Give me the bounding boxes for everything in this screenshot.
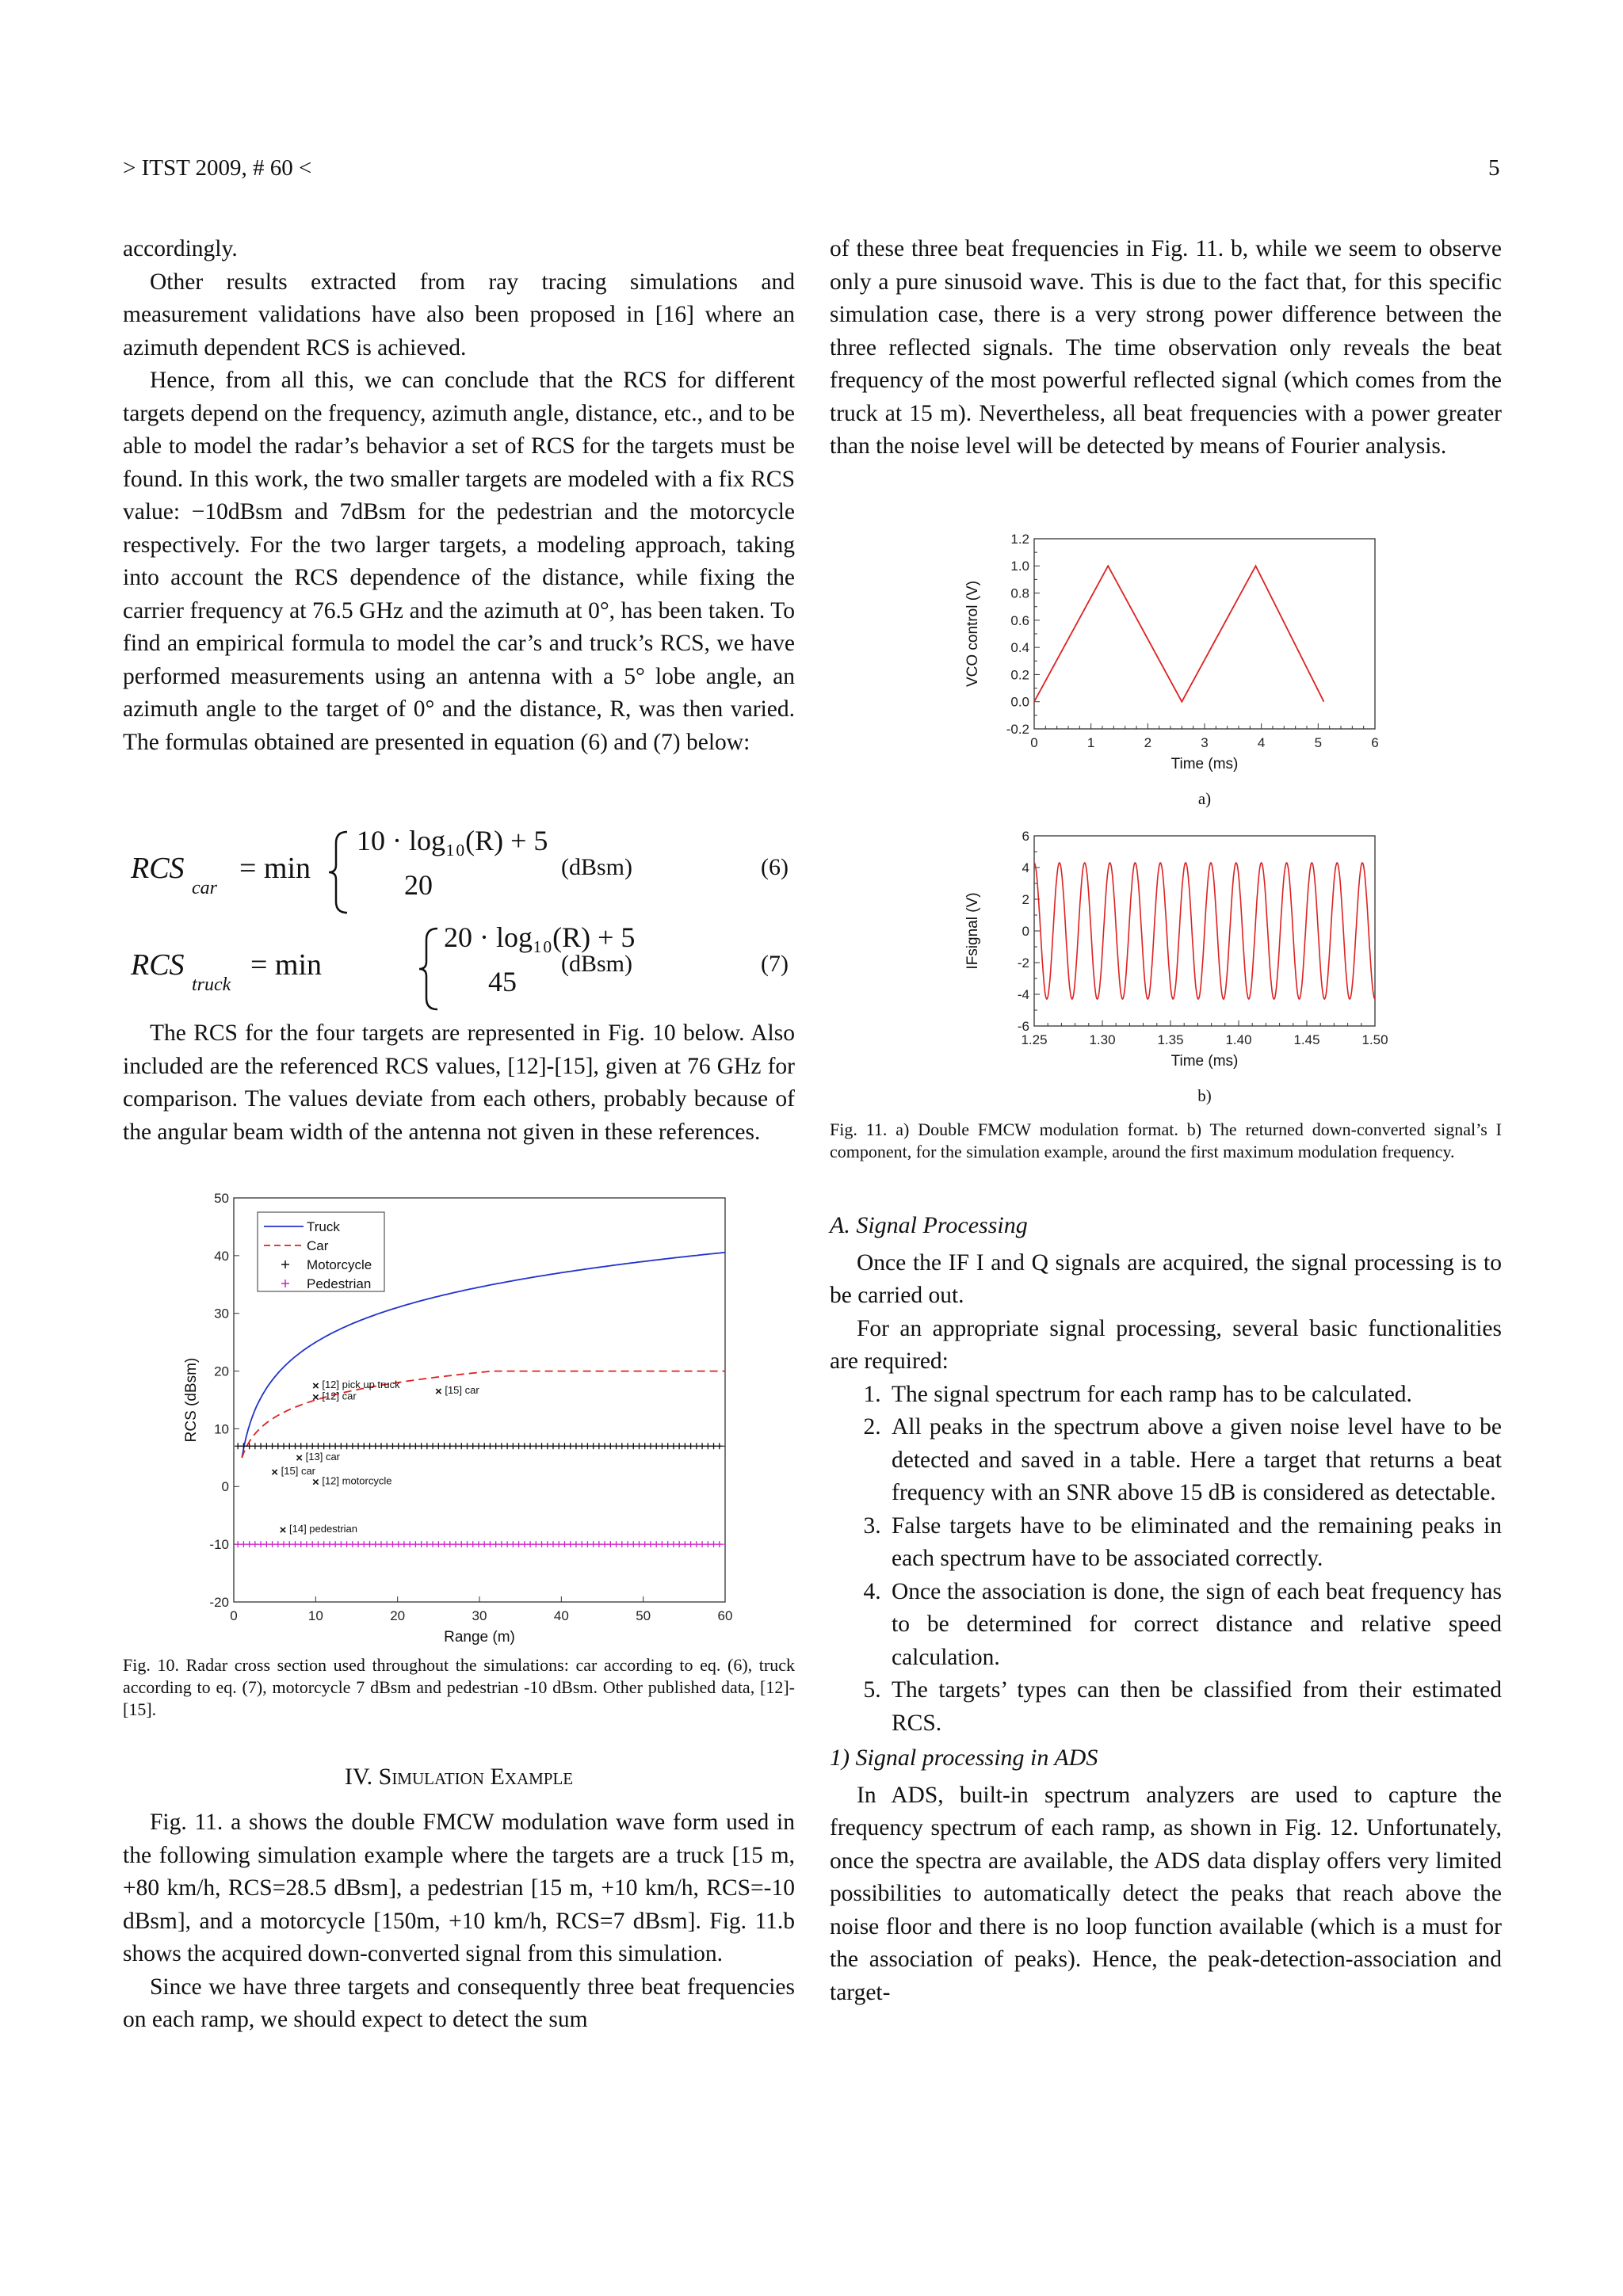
- y-tick-label: 1.0: [1010, 559, 1029, 574]
- x-tick-label: 1.35: [1157, 1032, 1184, 1047]
- legend-label: Pedestrian: [307, 1276, 372, 1291]
- brace-icon: [417, 925, 441, 1013]
- annotation-marker: ×: [279, 1523, 287, 1537]
- annotation-label: [15] car: [445, 1384, 479, 1397]
- running-header: > ITST 2009, # 60 <: [123, 155, 312, 181]
- left-column-3: [123, 1806, 795, 2037]
- fig10-chart: [178, 1188, 749, 1648]
- subsection-heading: A. Signal Processing: [830, 1212, 1028, 1238]
- x-axis-label: Range (m): [444, 1629, 515, 1646]
- eq-subscript: truck: [192, 974, 231, 995]
- y-tick-label: 0.4: [1010, 640, 1029, 656]
- paragraph: For an appropriate signal processing, several basic functionalities are required:: [830, 1315, 1502, 1374]
- y-tick-label: 20: [214, 1363, 229, 1379]
- fig10-caption: Fig. 10. Radar cross section used throughout the simulations: car according to eq. (6), truck according to eq. (7), motorcycle 7 dBsm and pedestrian -10 dBsm. Other published data, [12]-[15].: [123, 1655, 795, 1719]
- y-tick-label: 0: [1022, 923, 1029, 939]
- y-tick-label: 0.8: [1010, 585, 1029, 601]
- paragraph: accordingly.: [123, 236, 238, 261]
- equation-6: [127, 824, 797, 919]
- y-axis-label: IFsignal (V): [964, 892, 981, 970]
- annotation-label: [12] car: [322, 1390, 357, 1402]
- x-tick-label: 0: [1030, 735, 1038, 750]
- left-column: [123, 233, 795, 759]
- x-tick-label: 30: [472, 1608, 487, 1623]
- x-tick-label: 40: [553, 1608, 569, 1623]
- y-tick-label: -4: [1017, 986, 1029, 1002]
- eq-number: (7): [761, 951, 789, 977]
- x-tick-label: 1.45: [1293, 1032, 1320, 1047]
- y-tick-label: 4: [1022, 860, 1029, 875]
- y-tick-label: 2: [1022, 891, 1029, 907]
- eq-lhs: RCS: [131, 852, 185, 885]
- x-tick-label: 5: [1314, 735, 1323, 750]
- list-item: 2. All peaks in the spectrum above a given noise level have to be detected and saved in a table. Here a target that returns a beat frequency with an SNR above 15 dB is considered as detectable.: [887, 1411, 1502, 1510]
- annotation-label: [13] car: [305, 1450, 341, 1463]
- eq-top: 10 · log₁₀(R) + 5: [357, 825, 548, 856]
- right-column-2: [830, 1209, 1502, 2009]
- paragraph: Other results extracted from ray tracing simulations and measurement validations have also been proposed in [16] where an azimuth dependent RCS is achieved.: [123, 269, 795, 360]
- subfigure-label: a): [1197, 789, 1212, 808]
- x-tick-label: 20: [390, 1608, 406, 1623]
- right-column: [830, 233, 1502, 463]
- y-tick-label: -10: [209, 1537, 229, 1553]
- eq-relation: = min: [250, 948, 323, 982]
- annotation-marker: ×: [271, 1466, 279, 1480]
- subfigure-label: b): [1197, 1086, 1212, 1105]
- x-tick-label: 1.25: [1021, 1032, 1048, 1047]
- fig11b-chart: [947, 828, 1391, 1121]
- x-tick-label: 4: [1257, 735, 1266, 750]
- y-tick-label: 0: [221, 1479, 229, 1495]
- legend-label: Motorcycle: [307, 1257, 372, 1272]
- paragraph: The RCS for the four targets are represented in Fig. 10 below. Also included are the referenced RCS values, [12]-[15], given at 76 GHz for comparison. The values deviate from each others, probably because of the angular beam width of the antenna not given in these references.: [123, 1020, 795, 1145]
- eq-lhs: RCS: [131, 948, 185, 982]
- y-tick-label: 40: [214, 1248, 229, 1264]
- x-tick-label: 0: [230, 1608, 238, 1623]
- brace-icon: [327, 829, 350, 916]
- legend-label: Car: [307, 1238, 329, 1253]
- annotation-marker: ×: [434, 1385, 442, 1399]
- equation-7: [127, 921, 797, 1016]
- x-tick-label: 1.30: [1089, 1032, 1116, 1047]
- x-tick-label: 60: [717, 1608, 733, 1623]
- page-number: 5: [1488, 155, 1500, 181]
- legend-label: Truck: [307, 1219, 340, 1234]
- annotation-marker: ×: [311, 1475, 319, 1489]
- paragraph: Once the IF I and Q signals are acquired, the signal processing is to be carried out.: [830, 1249, 1502, 1308]
- list-item: 4. Once the association is done, the sign of each beat frequency has to be determined for correct distance and relative speed calculation.: [887, 1576, 1502, 1675]
- y-tick-label: 6: [1022, 828, 1029, 844]
- eq-subscript: car: [192, 878, 217, 898]
- paragraph: Fig. 11. a shows the double FMCW modulation wave form used in the following simulation example where the targets are a truck [15 m, +80 km/h, RCS=28.5 dBsm], a pedestrian [15 m, +10 km/h, RCS=-10 dBsm], and a motorcycle [150m, +10 km/h, RCS=7 dBsm]. Fig. 11.b shows the acquired down-converted signal from this simulation.: [123, 1810, 795, 1966]
- x-axis-label: Time (ms): [1170, 756, 1239, 772]
- y-tick-label: -20: [209, 1594, 229, 1610]
- y-tick-label: 30: [214, 1306, 229, 1322]
- y-tick-label: 1.2: [1010, 531, 1029, 547]
- list-item: 3. False targets have to be eliminated and the remaining peaks in each spectrum have to be associated correctly.: [887, 1510, 1502, 1576]
- annotation-label: [12] pick up truck: [322, 1378, 400, 1390]
- y-tick-label: -2: [1017, 955, 1029, 971]
- x-tick-label: 3: [1201, 735, 1209, 750]
- list-item: 5. The targets’ types can then be classified from their estimated RCS.: [887, 1674, 1502, 1740]
- x-tick-label: 6: [1371, 735, 1379, 750]
- annotation-marker: ×: [311, 1379, 319, 1393]
- annotation-label: [15] car: [281, 1465, 316, 1478]
- y-tick-label: 0.0: [1010, 694, 1029, 710]
- y-tick-label: 0.6: [1010, 612, 1029, 628]
- x-tick-label: 10: [307, 1608, 323, 1623]
- x-tick-label: 1.50: [1361, 1032, 1388, 1047]
- y-tick-label: 10: [214, 1421, 229, 1437]
- y-tick-label: 50: [214, 1190, 229, 1206]
- paragraph: In ADS, built-in spectrum analyzers are used to capture the frequency spectrum of each ramp, as shown in Fig. 12. Unfortunately, once the spectra are available, the ADS data display offers very limited possibilities to automatically detect the peaks that reach above the noise floor and there is no loop function available (which is a must for the association of peaks). Hence, the peak-detection-association and target-: [830, 1782, 1502, 2005]
- list-item: 1. The signal spectrum for each ramp has to be calculated.: [887, 1379, 1502, 1412]
- eq-bottom: 20: [404, 869, 433, 901]
- x-tick-label: 1.40: [1225, 1032, 1252, 1047]
- y-tick-label: 0.2: [1010, 667, 1029, 683]
- annotation-marker: ×: [296, 1451, 304, 1465]
- x-tick-label: 1: [1086, 735, 1095, 750]
- annotation-label: [12] motorcycle: [322, 1474, 392, 1487]
- eq-number: (6): [761, 854, 789, 880]
- left-column-2: [123, 1017, 795, 1149]
- annotation-label: [14] pedestrian: [289, 1522, 358, 1535]
- eq-bottom: 45: [488, 966, 517, 997]
- annotation-marker: ×: [311, 1390, 319, 1405]
- paragraph: of these three beat frequencies in Fig. 11. b, while we seem to observe only a pure sinusoid wave. This is due to the fact that, for this specific simulation case, there is a very strong power difference between the three reflected signals. The time observation only reveals the beat frequency of the most powerful reflected signal (which comes from the truck at 15 m). Nevertheless, all beat frequencies with a power greater than the noise level will be detected by means of Fourier analysis.: [830, 236, 1502, 459]
- paragraph: Hence, from all this, we can conclude that the RCS for different targets depend on the frequency, azimuth angle, distance, etc., and to be able to model the radar’s behavior a set of RCS for the targets must be found. In this work, the two smaller targets are modeled with a fix RCS value: −10dBsm and 7dBsm for the pedestrian and the motorcycle respectively. For the two larger targets, a modeling approach, taking into account the RCS dependence of the distance, while fixing the carrier frequency at 76.5 GHz and the azimuth at 0°, has been taken. To find an empirical formula to model the car’s and truck’s RCS, we have performed measurements using an antenna with a 5° lobe angle, an azimuth angle to the target of 0° and the distance, R, was then varied. The formulas obtained are presented in equation (6) and (7) below:: [123, 368, 795, 755]
- x-tick-label: 2: [1144, 735, 1152, 750]
- x-axis-label: Time (ms): [1170, 1053, 1239, 1070]
- y-axis-label: VCO control (V): [964, 580, 981, 688]
- paragraph: Since we have three targets and consequently three beat frequencies on each ramp, we should expect to detect the sum: [123, 1974, 795, 2032]
- x-tick-label: 50: [636, 1608, 651, 1623]
- fig11-caption: Fig. 11. a) Double FMCW modulation format. b) The returned down-converted signal’s I component, for the simulation example, around the first maximum modulation frequency.: [830, 1119, 1502, 1161]
- subsection-heading: 1) Signal processing in ADS: [830, 1745, 1098, 1771]
- y-tick-label: -0.2: [1006, 721, 1029, 737]
- eq-top: 20 · log₁₀(R) + 5: [444, 921, 636, 953]
- y-tick-label: -6: [1017, 1018, 1029, 1034]
- eq-unit: (dBsm): [561, 951, 632, 977]
- eq-relation: = min: [239, 852, 311, 885]
- requirements-list: [830, 1379, 1502, 1741]
- y-axis-label: RCS (dBsm): [183, 1357, 200, 1443]
- section-title: IV. Simulation Example: [344, 1764, 574, 1790]
- eq-unit: (dBsm): [561, 854, 632, 880]
- fig11a-chart: [947, 531, 1391, 824]
